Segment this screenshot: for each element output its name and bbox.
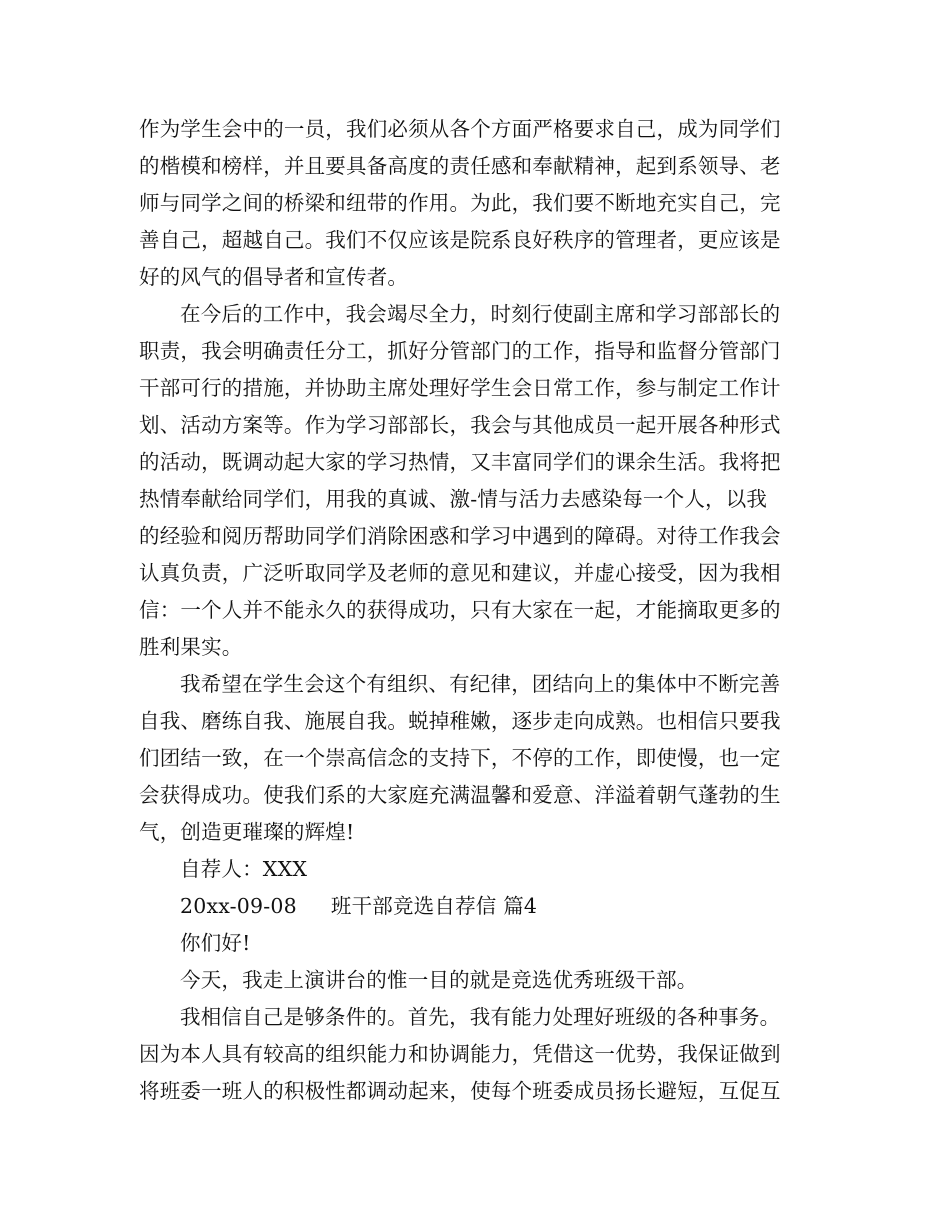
text-line: 的活动，既调动起大家的学习热情，又丰富同学们的课余生活。我将把 <box>139 450 781 474</box>
text-line: 职责，我会明确责任分工，抓好分管部门的工作，指导和监督分管部门 <box>139 339 781 363</box>
text-line: 热情奉献给同学们，用我的真诚、激-情与活力去感染每一个人，以我 <box>139 487 768 511</box>
text-line: 作为学生会中的一员，我们必须从各个方面严格要求自己，成为同学们 <box>139 117 781 141</box>
text-line: 认真负责，广泛听取同学及老师的意见和建议，并虚心接受，因为我相 <box>139 561 781 585</box>
text-line: 们团结一致，在一个崇高信念的支持下，不停的工作，即使慢，也一定 <box>139 746 781 770</box>
text-line: 今天，我走上演讲台的惟一目的就是竞选优秀班级干部。 <box>180 968 698 992</box>
signature-line: 自荐人：XXX <box>180 857 308 881</box>
text-line: 自我、磨练自我、施展自我。蜕掉稚嫩，逐步走向成熟。也相信只要我 <box>139 709 781 733</box>
text-line: 师与同学之间的桥梁和纽带的作用。为此，我们要不断地充实自己，完 <box>139 191 781 215</box>
text-line: 气，创造更璀璨的辉煌! <box>139 820 355 844</box>
text-line: 因为本人具有较高的组织能力和协调能力，凭借这一优势，我保证做到 <box>139 1042 781 1066</box>
date-title-line <box>180 889 880 923</box>
greeting-line: 你们好! <box>180 931 251 955</box>
text-line: 干部可行的措施，并协助主席处理好学生会日常工作，参与制定工作计 <box>139 376 781 400</box>
section-title: 班干部竞选自荐信 篇4 <box>330 894 538 918</box>
text-line: 会获得成功。使我们系的大家庭充满温馨和爱意、洋溢着朝气蓬勃的生 <box>139 783 781 807</box>
text-line: 我希望在学生会这个有组织、有纪律，团结向上的集体中不断完善 <box>180 672 781 696</box>
text-line: 信：一个人并不能永久的获得成功，只有大家在一起，才能摘取更多的 <box>139 598 781 622</box>
text-line: 在今后的工作中，我会竭尽全力，时刻行使副主席和学习部部长的 <box>180 302 781 326</box>
text-line: 我相信自己是够条件的。首先，我有能力处理好班级的各种事务。 <box>180 1005 781 1029</box>
text-line: 的经验和阅历帮助同学们消除困惑和学习中遇到的障碍。对待工作我会 <box>139 524 781 548</box>
text-line: 善自己，超越自己。我们不仅应该是院系良好秩序的管理者，更应该是 <box>139 228 781 252</box>
text-line: 的楷模和榜样，并且要具备高度的责任感和奉献精神，起到系领导、老 <box>139 154 781 178</box>
text-line: 划、活动方案等。作为学习部部长，我会与其他成员一起开展各种形式 <box>139 413 781 437</box>
text-line: 胜利果实。 <box>139 635 243 659</box>
date: 20xx-09-08 <box>180 894 297 918</box>
text-line: 将班委一班人的积极性都调动起来，使每个班委成员扬长避短，互促互 <box>139 1079 781 1103</box>
text-line: 好的风气的倡导者和宣传者。 <box>139 265 409 289</box>
